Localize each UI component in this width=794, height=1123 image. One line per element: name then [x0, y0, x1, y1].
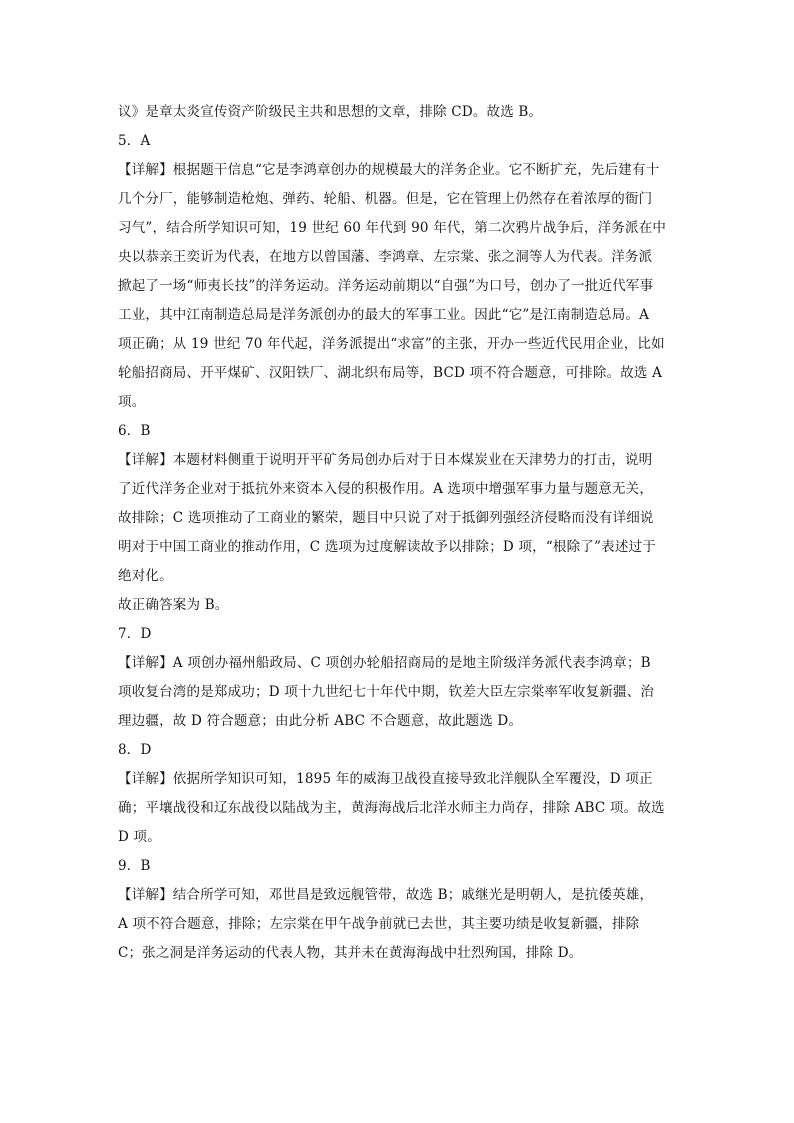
text-line: A 项不符合题意，排除；左宗棠在甲午战争前就已去世，其主要功绩是收复新疆，排除 — [118, 916, 640, 932]
text-line: C；张之洞是洋务运动的代表人物，其并未在黄海海战中壮烈殉国，排除 D。 — [118, 945, 583, 961]
text-line: 故正确答案为 B。 — [118, 597, 229, 613]
answer-6: 6．B — [118, 423, 151, 439]
answer-9: 9．B — [118, 858, 151, 874]
text-line: 央以恭亲王奕䜣为代表，在地方以曾国藩、李鸿章、左宗棠、张之洞等人为代表。洋务派 — [118, 249, 653, 265]
text-line: 【详解】本题材料侧重于说明开平矿务局创办后对于日本煤炭业在天津势力的打击，说明 — [118, 452, 653, 468]
text-line: 理边疆，故 D 符合题意；由此分析 ABC 不合题意，故此题选 D。 — [118, 713, 523, 729]
text-line: 了近代洋务企业对于抵抗外来资本入侵的积极作用。A 选项中增强军事力量与题意无关， — [118, 481, 654, 497]
text-line: 【详解】A 项创办福州船政局、C 项创办轮船招商局的是地主阶级洋务派代表李鸿章；B — [118, 655, 651, 671]
text-line: D 项。 — [118, 829, 161, 845]
text-line: 绝对化。 — [118, 568, 173, 584]
text-line: 【详解】结合所学可知，邓世昌是致远舰管带，故选 B；戚继光是明朝人，是抗倭英雄， — [118, 887, 654, 903]
text-line: 项。 — [118, 394, 146, 410]
answer-7: 7．D — [118, 626, 152, 642]
answer-5: 5．A — [118, 133, 151, 149]
text-line: 【详解】依据所学知识可知，1895 年的威海卫战役直接导致北洋舰队全军覆没，D 项正 — [118, 771, 653, 787]
text-line: 故排除；C 选项推动了工商业的繁荣，题目中只说了对于抵御列强经济侵略而没有详细说 — [118, 510, 654, 526]
text-line: 议》是章太炎宣传资产阶级民主共和思想的文章，排除 CD。故选 B。 — [118, 104, 543, 120]
text-line: 习气”，结合所学知识可知，19 世纪 60 年代到 90 年代，第二次鸦片战争后，洋务派在中 — [118, 220, 667, 236]
text-line: 项收复台湾的是郑成功；D 项十九世纪七十年代中期，钦差大臣左宗棠率军收复新疆、治 — [118, 684, 655, 700]
text-line: 【详解】根据题干信息“它是李鸿章创办的规模最大的洋务企业。它不断扩充，先后建有十 — [118, 162, 660, 178]
answer-explanations — [118, 98, 684, 968]
text-line: 几个分厂，能够制造枪炮、弹药、轮船、机器。但是，它在管理上仍然存在着浓厚的衙门 — [118, 191, 653, 207]
text-line: 明对于中国工商业的推动作用，C 选项为过度解读故予以排除；D 项，“根除了”表述过于 — [118, 539, 656, 555]
answer-8: 8．D — [118, 742, 152, 758]
text-line: 工业，其中江南制造总局是洋务派创办的最大的军事工业。因此“它”是江南制造总局。A — [118, 307, 650, 323]
text-line: 项正确；从 19 世纪 70 年代起，洋务派提出“求富”的主张，开办一些近代民用企业，比如 — [118, 336, 665, 352]
text-line: 轮船招商局、开平煤矿、汉阳铁厂、湖北织布局等，BCD 项不符合题意，可排除。故选 A — [118, 365, 663, 381]
text-line: 掀起了一场“师夷长技”的洋务运动。洋务运动前期以“自强”为口号，创办了一批近代军事 — [118, 278, 654, 294]
text-line: 确；平壤战役和辽东战役以陆战为主，黄海海战后北洋水师主力尚存，排除 ABC 项。故选 — [118, 800, 665, 816]
